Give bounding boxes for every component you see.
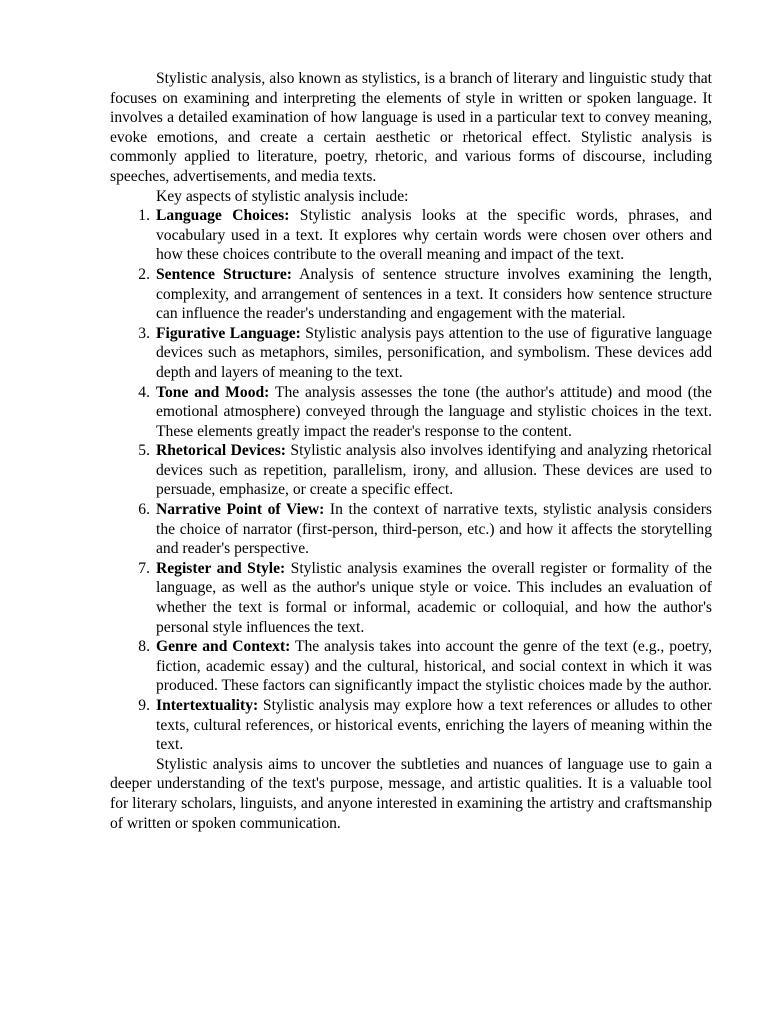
list-item-number: 8. <box>138 638 150 656</box>
list-item <box>110 559 712 637</box>
list-item <box>110 324 712 383</box>
list-item <box>110 206 712 265</box>
list-item-text: The analysis assesses the tone (the author's attitude) and mood (the emotional atmosphere) conveyed through the language and stylistic choices in the text. These elements greatly impact the reader's response to the content. <box>156 383 712 440</box>
list-item-text: Stylistic analysis looks at the specific words, phrases, and vocabulary used in a text. It explores why certain words were chosen over others and how these choices contribute to the overall meaning and impact of the text. <box>156 207 712 264</box>
list-item-number: 2. <box>138 265 150 283</box>
list-item <box>110 637 712 696</box>
list-item-term: Genre and Context: <box>156 638 291 656</box>
list-item <box>110 441 712 500</box>
list-item-term: Rhetorical Devices: <box>156 442 286 460</box>
list-item-number: 7. <box>138 559 150 577</box>
list-item-number: 1. <box>138 207 150 225</box>
list-item-text: The analysis takes into account the genre of the text (e.g., poetry, fiction, academic essay) and the cultural, historical, and social context in which it was produced. These factors can significantly impact the stylistic choices made by the author. <box>156 638 712 695</box>
list-item-text: Analysis of sentence structure involves examining the length, complexity, and arrangement of sentences in a text. It considers how sentence structure can influence the reader's understanding and engagement with the material. <box>156 265 712 323</box>
list-item-term: Figurative Language: <box>156 324 301 342</box>
list-item-text: Stylistic analysis also involves identifying and analyzing rhetorical devices such as repetition, parallelism, irony, and allusion. These devices are used to persuade, emphasize, or create a specific effect. <box>156 442 713 499</box>
list-intro: Key aspects of stylistic analysis include: <box>156 187 409 205</box>
list-item-term: Sentence Structure: <box>156 265 292 283</box>
list-item-number: 3. <box>138 324 150 342</box>
key-aspects-list <box>110 206 712 755</box>
list-item-term: Intertextuality: <box>156 697 259 714</box>
list-item-text: In the context of narrative texts, stylistic analysis considers the choice of narrator (first-person, third-person, etc.) and how it affects the storytelling and reader's perspective. <box>156 501 712 558</box>
list-item-number: 6. <box>138 501 150 519</box>
list-item-number: 5. <box>138 442 150 460</box>
list-item-term: Narrative Point of View: <box>156 501 325 519</box>
list-item-term: Language Choices: <box>156 207 290 225</box>
closing-paragraph: Stylistic analysis aims to uncover the subtleties and nuances of language use to gain a deeper understanding of the text's purpose, message, and artistic qualities. It is a valuable tool for literary scholars, linguists, and anyone interested in examining the artistry and craftsmanship of written or spoken communication. <box>110 755 712 832</box>
document-page <box>110 69 712 833</box>
list-item-number: 9. <box>138 697 150 714</box>
intro-paragraph: Stylistic analysis, also known as stylistics, is a branch of literary and linguistic study that focuses on examining and interpreting the elements of style in written or spoken language. It involves a detailed examination of how language is used in a particular text to convey meaning, evoke emotions, and create a certain aesthetic or rhetorical effect. Stylistic analysis is commonly applied to literature, poetry, rhetoric, and various forms of discourse, including speeches, advertisements, and media texts. <box>110 70 712 185</box>
list-item-number: 4. <box>138 383 150 401</box>
list-item <box>110 696 712 755</box>
list-item-text: Stylistic analysis may explore how a text references or alludes to other texts, cultural references, or historical events, enriching the layers of meaning within the text. <box>156 697 712 754</box>
list-item <box>110 265 712 324</box>
list-item-text: Stylistic analysis pays attention to the use of figurative language devices such as metaphors, similes, personification, and symbolism. These devices add depth and layers of meaning to the text. <box>156 324 712 381</box>
list-item <box>110 500 712 559</box>
list-item <box>110 383 712 442</box>
list-item-text: Stylistic analysis examines the overall register or formality of the language, as well as the author's unique style or voice. This includes an evaluation of whether the text is formal or informal, academic or colloquial, and how the author's personal style influences the text. <box>156 559 712 636</box>
list-item-term: Register and Style: <box>156 559 286 577</box>
list-item-term: Tone and Mood: <box>156 383 270 401</box>
